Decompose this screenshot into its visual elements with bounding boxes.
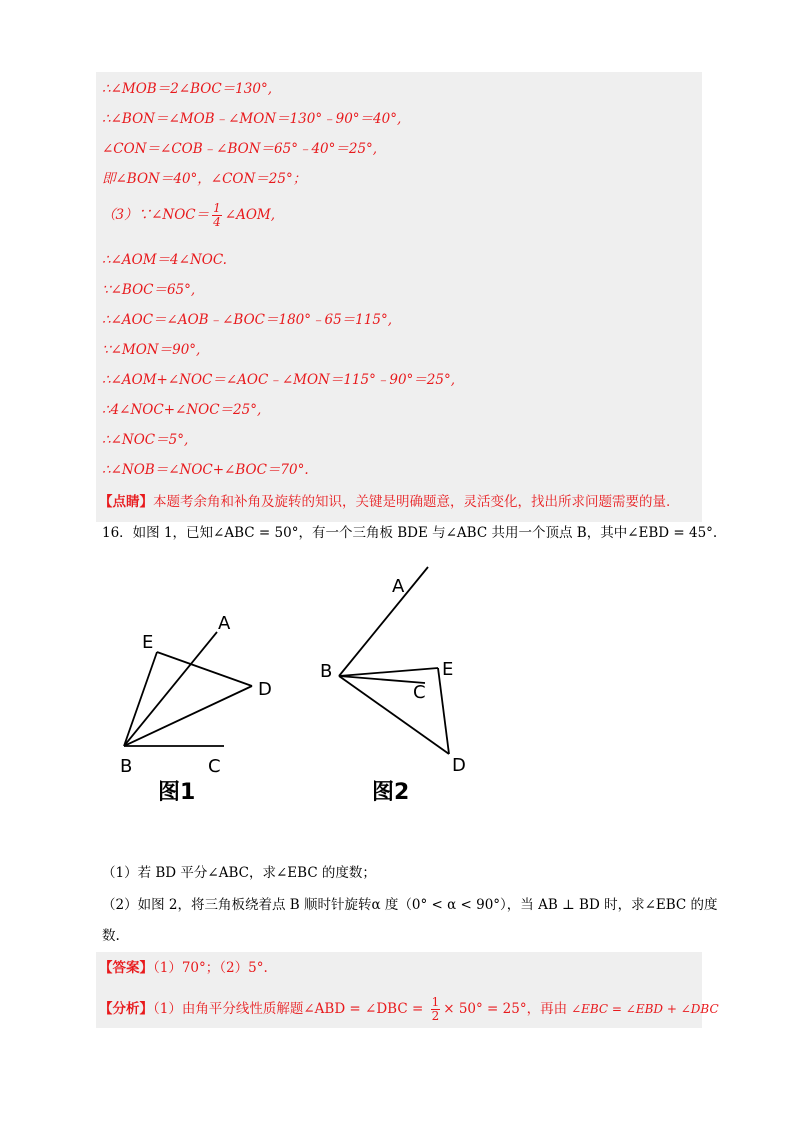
- fig1-label-D: D: [258, 679, 272, 700]
- fig2-label-C: C: [413, 682, 426, 703]
- solution-line-2: ∴∠BON＝∠MOB﹣∠MON＝130°﹣90°＝40°,: [102, 111, 402, 127]
- fig2-side-BE: [339, 668, 438, 676]
- analysis-text-3: ∠EBC = ∠EBD + ∠DBC: [571, 1002, 719, 1016]
- fig1-ray-BA: [124, 632, 217, 746]
- analysis-label: 【分析】: [99, 1001, 153, 1017]
- solution-line-12: ∴∠NOB＝∠NOC+∠BOC＝70°.: [102, 462, 309, 478]
- fig2-caption: 图2: [372, 780, 410, 805]
- solution-line-3: ∠CON＝∠COB﹣∠BON＝65°﹣40°＝25°,: [102, 141, 378, 157]
- comment-line: [99, 493, 670, 511]
- fig2-label-A: A: [392, 576, 405, 597]
- fig2-side-ED: [438, 668, 449, 754]
- solution-line-4: 即∠BON＝40°，∠CON＝25°；: [102, 171, 307, 187]
- comment-label: 【点睛】: [99, 494, 153, 510]
- frac-den: 4: [213, 215, 221, 229]
- fig2-label-E: E: [442, 659, 454, 680]
- fig1-side-BD: [124, 686, 252, 746]
- fig2-side-BD: [339, 676, 449, 754]
- fraction-one-quarter: [212, 202, 222, 229]
- solution-line-11: ∴∠NOC＝5°,: [102, 432, 189, 448]
- part3-suffix: ∠AOM,: [224, 207, 276, 223]
- fig1-label-C: C: [208, 756, 221, 777]
- fig1-label-A: A: [218, 613, 231, 634]
- solution-line-8: ∵∠MON＝90°,: [102, 342, 201, 358]
- question-2a: （2）如图 2，将三角板绕着点 B 顺时针旋转α 度（0° < α < 90°），当 AB ⊥ BD 时，求∠EBC 的度: [102, 897, 718, 913]
- fig2-ray-BA: [339, 567, 428, 676]
- fig1-caption: 图1: [158, 780, 196, 805]
- figures: [0, 555, 800, 875]
- analysis-text-1: （1）由角平分线性质解题∠ABD = ∠DBC =: [153, 1001, 428, 1017]
- solution-part3: [102, 202, 275, 229]
- solution-line-9: ∴∠AOM+∠NOC＝∠AOC﹣∠MON＝115°﹣90°＝25°,: [102, 372, 456, 388]
- fraction-one-half: [431, 996, 441, 1023]
- solution-line-7: ∴∠AOC＝∠AOB﹣∠BOC＝180°﹣65＝115°,: [102, 312, 392, 328]
- question-1: （1）若 BD 平分∠ABC，求∠EBC 的度数；: [102, 865, 376, 881]
- frac-den-half: 2: [431, 1009, 440, 1023]
- analysis-line: [99, 996, 719, 1023]
- fig1-side-ED: [157, 652, 252, 686]
- answer-line: [99, 959, 268, 977]
- fig1-label-E: E: [142, 632, 154, 653]
- problem-statement: 16．如图 1，已知∠ABC = 50°，有一个三角板 BDE 与∠ABC 共用一个顶点 B，其中∠EBD = 45°.: [102, 525, 718, 541]
- solution-line-5: ∴∠AOM＝4∠NOC.: [102, 252, 227, 268]
- analysis-text-2: × 50° = 25°，再由: [443, 1001, 568, 1017]
- frac-num: 1: [213, 201, 221, 215]
- fig2-label-D: D: [452, 755, 466, 776]
- question-2b: 数.: [102, 928, 120, 944]
- part3-prefix: （3）∵∠NOC＝: [102, 207, 210, 223]
- comment-text: 本题考余角和补角及旋转的知识，关键是明确题意，灵活变化，找出所求问题需要的量.: [153, 494, 671, 510]
- solution-line-6: ∵∠BOC＝65°,: [102, 282, 196, 298]
- frac-num-half: 1: [431, 995, 440, 1009]
- fig1-label-B: B: [120, 756, 133, 777]
- solution-line-10: ∴4∠NOC+∠NOC＝25°,: [102, 402, 262, 418]
- solution-line-1: ∴∠MOB＝2∠BOC＝130°,: [102, 81, 272, 97]
- answer-text: （1）70°；（2）5°.: [153, 960, 268, 976]
- answer-label: 【答案】: [99, 960, 153, 976]
- fig2-label-B: B: [320, 661, 333, 682]
